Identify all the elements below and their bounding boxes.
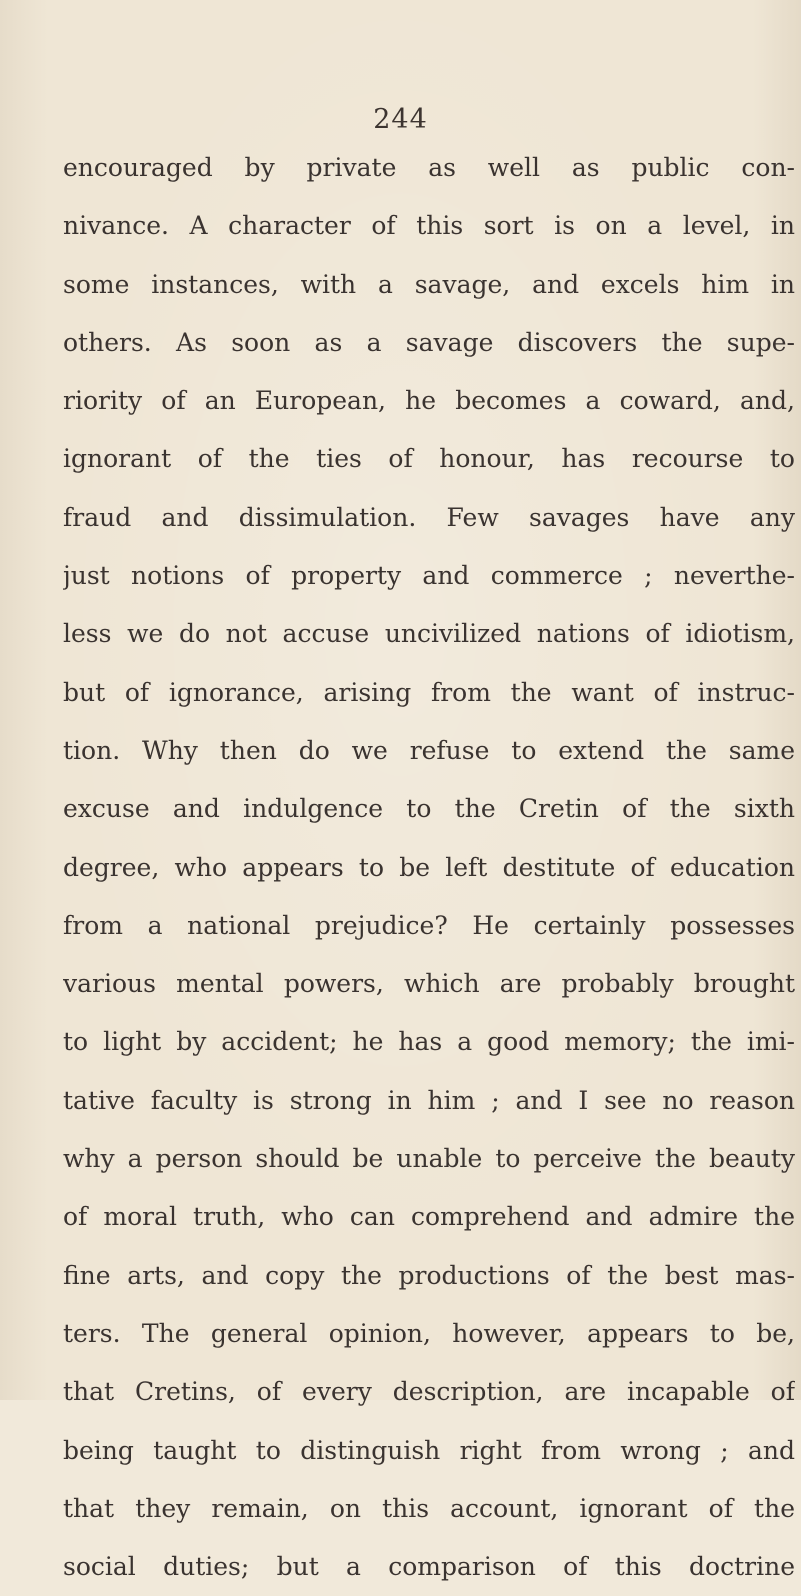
text-line: various mental powers, which are probably brought — [63, 969, 795, 999]
text-line: others. As soon as a savage discovers the supe- — [63, 327, 795, 357]
text-line: riority of an European, he becomes a coward, and, — [63, 386, 795, 416]
text-line: social duties; but a comparison of this doctrine — [63, 1552, 795, 1582]
text-line: that Cretins, of every description, are incapable of — [63, 1377, 795, 1407]
text-line: fraud and dissimulation. Few savages have any — [63, 502, 795, 532]
text-line: being taught to distinguish right from wrong ; and — [63, 1435, 795, 1465]
text-line: encouraged by private as well as public con- — [63, 153, 795, 182]
text-line: that they remain, on this account, ignorant of the — [63, 1493, 795, 1523]
text-line: fine arts, and copy the productions of the best mas- — [63, 1260, 795, 1290]
text-line: degree, who appears to be left destitute of education — [63, 852, 795, 882]
text-line: but of ignorance, arising from the want of instruc- — [63, 677, 795, 707]
text-line: nivance. A character of this sort is on a level, in — [63, 211, 795, 241]
text-line: from a national prejudice? He certainly possesses — [63, 910, 795, 940]
text-line: some instances, with a savage, and excels him in — [63, 269, 795, 299]
text-line: just notions of property and commerce ; neverthe- — [63, 561, 795, 591]
text-line: tative faculty is strong in him ; and I see no reason — [63, 1085, 795, 1115]
text-line: excuse and indulgence to the Cretin of the sixth — [63, 794, 795, 824]
text-line: why a person should be unable to perceive the beauty — [63, 1144, 795, 1174]
body-text — [63, 139, 795, 1596]
text-line: less we do not accuse uncivilized nations of idiotism, — [63, 619, 795, 649]
page-number: 244 — [373, 104, 428, 135]
text-line: ignorant of the ties of honour, has recourse to — [63, 444, 795, 474]
text-line: to light by accident; he has a good memory; the imi- — [63, 1027, 795, 1057]
text-line: tion. Why then do we refuse to extend the same — [63, 735, 795, 765]
text-line: of moral truth, who can comprehend and admire the — [63, 1202, 795, 1232]
text-line: ters. The general opinion, however, appears to be, — [63, 1318, 795, 1348]
